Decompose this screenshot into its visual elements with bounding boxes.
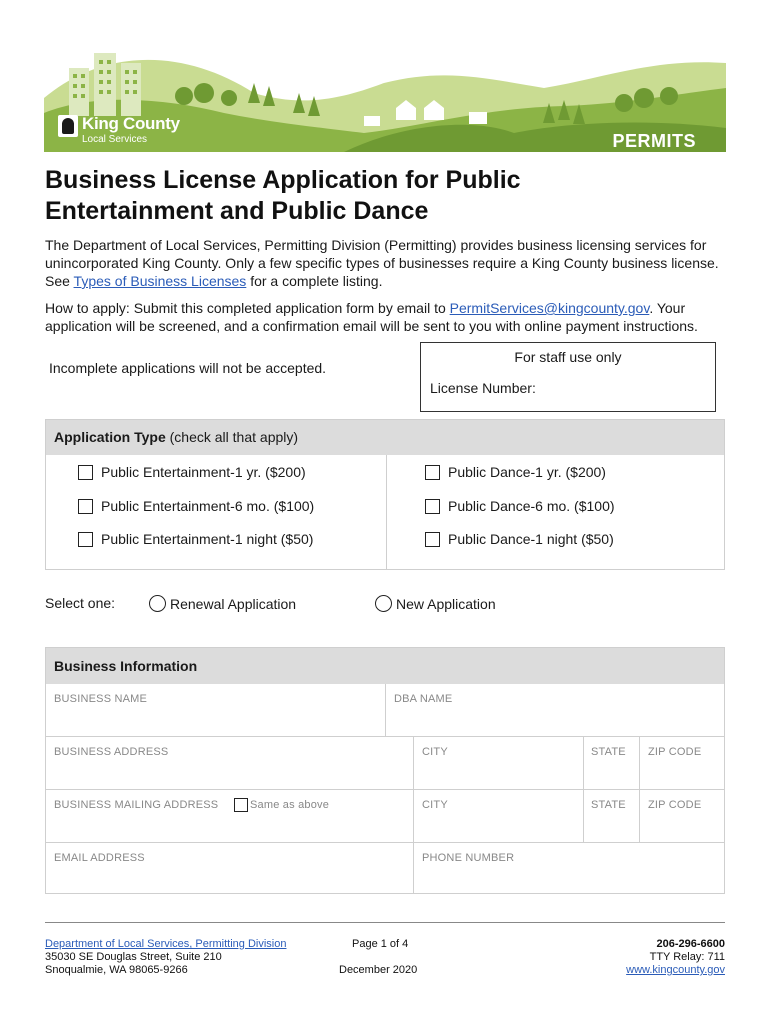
radio-label: Renewal Application (170, 595, 297, 612)
new-radio[interactable] (375, 595, 496, 612)
email-link[interactable]: PermitServices@kingcounty.gov (449, 300, 650, 316)
state-field[interactable] (584, 737, 640, 790)
king-county-logo-icon (58, 115, 78, 137)
intro-text: How to apply: Submit this completed application form by email to (45, 300, 450, 316)
website-link[interactable]: www.kingcounty.gov (626, 964, 725, 976)
address-line-1: 35030 SE Douglas Street, Suite 210 (45, 951, 222, 963)
field-label: BUSINESS ADDRESS (54, 746, 169, 758)
org-sub: Local Services (82, 134, 148, 145)
city-field[interactable] (414, 737, 584, 790)
field-label: STATE (591, 746, 626, 758)
same-as-above-checkbox[interactable] (234, 798, 248, 812)
checkbox[interactable] (78, 465, 93, 480)
intro-text: The Department of Local Services, Permitting Division (Permitting) provides business licensing services for unincorporated King County. Only a few specific types of businesses require a King County business license. See (45, 237, 719, 289)
contact-phone: 206-296-6600 (656, 938, 725, 950)
application-type-note: (check all that apply) (165, 429, 299, 445)
application-type-heading (46, 420, 724, 455)
footer-contact (626, 938, 725, 977)
option-pe-1night[interactable] (78, 531, 313, 547)
checkbox[interactable] (425, 532, 440, 547)
application-type-title: Application Type (54, 429, 166, 445)
zip-field[interactable] (640, 737, 725, 790)
intro-text: for a complete listing. (246, 273, 383, 289)
field-label: BUSINESS MAILING ADDRESS (54, 799, 219, 811)
license-number-label: License Number: (430, 380, 536, 396)
staff-use-box (420, 342, 716, 412)
mailing-zip-field[interactable] (640, 790, 725, 843)
mailing-state-field[interactable] (584, 790, 640, 843)
tty-relay: TTY Relay: 711 (649, 951, 725, 963)
option-pd-6mo[interactable] (425, 498, 615, 514)
field-label: DBA NAME (394, 693, 453, 705)
footer-divider (45, 922, 725, 923)
field-label: CITY (422, 799, 448, 811)
option-label: Public Entertainment-1 yr. ($200) (101, 464, 306, 480)
types-of-licenses-link[interactable]: Types of Business Licenses (73, 273, 247, 289)
mailing-city-field[interactable] (414, 790, 584, 843)
intro-text: . Your application will be screened, and a confirmation email will be sent to you with online payment instructions. (45, 300, 698, 334)
org-name: King County (82, 114, 180, 133)
king-county-logo (58, 115, 180, 145)
option-pe-6mo[interactable] (78, 498, 314, 514)
field-label: BUSINESS NAME (54, 693, 148, 705)
business-info-section (45, 647, 725, 894)
staff-title: For staff use only (514, 349, 622, 365)
business-info-heading: Business Information (46, 648, 724, 684)
option-pd-1night[interactable] (425, 531, 614, 547)
radio-button[interactable] (149, 595, 166, 612)
footer-address (45, 938, 286, 977)
field-label: ZIP CODE (648, 746, 702, 758)
field-label: PHONE NUMBER (422, 852, 515, 864)
field-label: ZIP CODE (648, 799, 702, 811)
page-title: Business License Application for Public Entertainment and Public Dance (45, 166, 521, 225)
renewal-radio[interactable] (149, 595, 296, 612)
option-label: Public Dance-6 mo. ($100) (448, 498, 615, 514)
business-name-field[interactable] (46, 684, 386, 737)
option-pe-1yr[interactable] (78, 464, 306, 480)
same-as-above-label: Same as above (250, 799, 330, 811)
footer-date: December 2020 (339, 964, 418, 976)
intro-paragraph-2 (45, 299, 725, 335)
option-label: Public Dance-1 night ($50) (448, 531, 614, 547)
radio-label: New Application (396, 595, 496, 612)
field-label: STATE (591, 799, 626, 811)
checkbox[interactable] (78, 499, 93, 514)
checkbox[interactable] (78, 532, 93, 547)
dba-name-field[interactable] (386, 684, 725, 737)
checkbox[interactable] (425, 465, 440, 480)
column-divider (386, 455, 387, 569)
page-number: Page 1 of 4 (352, 938, 409, 950)
incomplete-notice: Incomplete applications will not be accepted. (49, 360, 327, 376)
phone-field[interactable] (414, 843, 725, 894)
option-pd-1yr[interactable] (425, 464, 606, 480)
option-label: Public Entertainment-6 mo. ($100) (101, 498, 315, 514)
field-label: CITY (422, 746, 448, 758)
field-label: EMAIL ADDRESS (54, 852, 145, 864)
mailing-address-field[interactable] (46, 790, 414, 843)
permits-tag: PERMITS (612, 131, 696, 151)
select-one-label: Select one: (45, 595, 116, 611)
intro-paragraph-1 (45, 236, 725, 290)
business-address-field[interactable] (46, 737, 414, 790)
address-line-2: Snoqualmie, WA 98065-9266 (45, 964, 188, 976)
option-label: Public Dance-1 yr. ($200) (448, 464, 606, 480)
application-type-section (45, 419, 725, 570)
email-field[interactable] (46, 843, 414, 894)
option-label: Public Entertainment-1 night ($50) (101, 531, 314, 547)
checkbox[interactable] (425, 499, 440, 514)
radio-button[interactable] (375, 595, 392, 612)
dept-link[interactable]: Department of Local Services, Permitting Division (45, 938, 287, 950)
